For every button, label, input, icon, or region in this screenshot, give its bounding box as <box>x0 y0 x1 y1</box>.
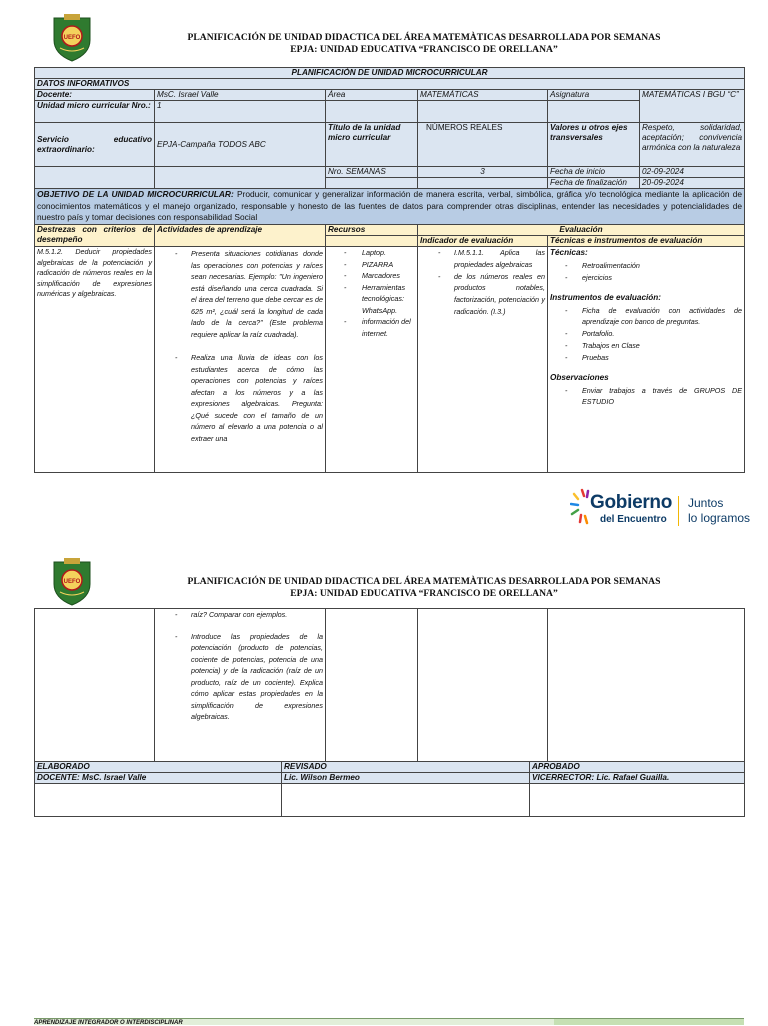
gobierno-logo <box>570 486 760 536</box>
col-evaluacion: Evaluación <box>418 225 745 236</box>
docente-value: MsC. Israel Valle <box>155 90 326 101</box>
fecha-inicio-label: Fecha de inicio <box>548 167 640 178</box>
tecnicas-label: Técnicas: <box>550 248 588 257</box>
school-logo-icon <box>50 14 94 62</box>
fecha-fin-value: 20-09-2024 <box>640 178 745 189</box>
recurso-item: - información del internet. <box>328 316 415 339</box>
encuentro-text: del Encuentro <box>600 514 667 525</box>
firma-aprobado <box>530 784 745 817</box>
semanas-value: 3 <box>418 167 548 178</box>
instrumento-item: - Pruebas <box>550 352 742 364</box>
valores-value: Respeto, solidaridad, aceptación; convivencia armónica con la naturaleza <box>640 123 745 167</box>
actividad-item: - Realiza una lluvia de ideas con los estudiantes acerca de cómo las operaciones con potencias y raíces afectan a los números y a las expresiones algebraicas. Pregunta: ¿Qué sucede con el tamaño de un número al elevarlo a una potencia o al extraer una <box>157 352 323 444</box>
actividad-item: - raíz? Comparar con ejemplos. <box>157 609 323 621</box>
instrumentos-label: Instrumentos de evaluación: <box>550 292 662 302</box>
revisado-value: Lic. Wilson Bermeo <box>282 773 530 784</box>
firma-elaborado <box>35 784 282 817</box>
actividad-item: - Introduce las propiedades de la potenciación (producto de potencias, cociente de potencias, potencia de una potencia) y de la radicación (raíz de un producto, raíz de un cociente). Explica cómo aplicar estas propiedades en la simplificación de expresiones algebraicas. <box>157 631 323 723</box>
asignatura-label: Asignatura <box>548 90 640 101</box>
planning-table-continuation <box>34 608 745 762</box>
recursos-cell <box>326 247 418 473</box>
tecnicas-cell <box>548 247 745 473</box>
fecha-fin-label: Fecha de finalización <box>548 178 640 189</box>
objetivo-text: Producir, comunicar y generalizar información de manera escrita, verbal, simbólica, gráfica y/o tecnológica mediante la aplicación de conocimientos matemáticos y el manejo organizado, responsable y honesto de las fuentes de datos para comprender otras disciplinas, entender las necesidades y potencialidades de nuestro país y tomar decisiones con responsabilidad Social <box>37 189 743 222</box>
valores-label: Valores u otros ejes transversales <box>548 123 640 167</box>
page-title-line2: EPJA: UNIDAD EDUCATIVA “FRANCISCO DE ORELLANA” <box>290 44 558 55</box>
col-tecnicas: Técnicas e instrumentos de evaluación <box>548 236 745 247</box>
objetivo-label: OBJETIVO DE LA UNIDAD MICROCURRICULAR: <box>37 189 234 199</box>
aprobado-label: APROBADO <box>530 762 745 773</box>
page-title-line2: EPJA: UNIDAD EDUCATIVA “FRANCISCO DE ORELLANA” <box>290 588 558 599</box>
datos-informativos-label: DATOS INFORMATIVOS <box>35 79 745 90</box>
recurso-item: - Marcadores <box>328 270 415 282</box>
page-header-2 <box>34 558 744 608</box>
col-actividades: Actividades de aprendizaje <box>155 225 326 247</box>
unidad-label: Unidad micro curricular Nro.: <box>35 101 155 123</box>
indicador-item: - de los números reales en productos notables, factorización, potenciación y radicación. (I.3.) <box>420 271 545 318</box>
planning-table <box>34 67 745 473</box>
tecnica-item: - ejercicios <box>550 272 742 284</box>
page-header-1 <box>34 14 744 64</box>
school-logo-icon <box>50 558 94 606</box>
svg-text:UEFO: UEFO <box>63 35 81 41</box>
instrumento-item: - Portafolio. <box>550 328 742 340</box>
semanas-label: Nro. SEMANAS <box>326 167 418 178</box>
col-destrezas: Destrezas con criterios de desempeño <box>35 225 155 247</box>
brand-divider <box>678 496 679 526</box>
actividades-cell <box>155 247 326 473</box>
recurso-item: - Laptop. <box>328 247 415 259</box>
area-value: MATEMÁTICAS <box>418 90 548 101</box>
destreza-cell: M.5.1.2. Deducir propiedades algebraicas de la potenciación y radicación de números reales en la simplificación de expresiones numéricas y algebraicas. <box>35 247 155 473</box>
revisado-label: REVISADO <box>282 762 530 773</box>
servicio-value: EPJA-Campaña TODOS ABC <box>155 123 326 167</box>
juntos-text: Juntos <box>688 496 724 510</box>
gobierno-burst-icon <box>570 488 592 530</box>
titulo-value: NÚMEROS REALES <box>418 123 548 167</box>
asignatura-value: MATEMÁTICAS I BGU “C” <box>640 90 745 123</box>
logramos-text: lo logramos <box>688 511 751 525</box>
aprobado-value: VICERRECTOR: Lic. Rafael Guailla. <box>530 773 745 784</box>
gobierno-text: Gobierno <box>590 492 673 513</box>
recurso-item: - PIZARRA <box>328 259 415 271</box>
observacion-item: - Enviar trabajos a través de GRUPOS DE ESTUDIO <box>550 385 742 409</box>
objetivo-cell <box>35 189 745 225</box>
signature-table <box>34 761 745 817</box>
docente-label: Docente: <box>35 90 155 101</box>
titulo-label: Título de la unidad micro curricular <box>326 123 418 167</box>
actividades-cont-cell <box>155 609 326 762</box>
footer-strip-text: APRENDIZAJE INTEGRADOR O INTERDISCIPLINAR <box>34 1020 183 1026</box>
instrumento-item: - Trabajos en Clase <box>550 340 742 352</box>
instrumento-item: - Ficha de evaluación con actividades de aprendizaje con banco de preguntas. <box>550 305 742 329</box>
elaborado-label: ELABORADO <box>35 762 282 773</box>
recurso-item: - Herramientas tecnológicas: WhatsApp. <box>328 282 415 317</box>
table-title: PLANIFICACIÓN DE UNIDAD MICROCURRICULAR <box>35 68 745 79</box>
col-recursos: Recursos <box>326 225 418 236</box>
observaciones-label: Observaciones <box>550 372 609 382</box>
unidad-value: 1 <box>155 101 326 123</box>
indicador-item: - I.M.5.1.1. Aplica las propiedades algebraicas <box>420 247 545 271</box>
page-title-line1: PLANIFICACIÓN DE UNIDAD DIDACTICA DEL ÁREA MATEMÀTICAS DESARROLLADA POR SEMANAS <box>187 32 661 43</box>
col-indicador: Indicador de evaluación <box>418 236 548 247</box>
svg-text:UEFO: UEFO <box>63 579 81 585</box>
page-title-line1: PLANIFICACIÓN DE UNIDAD DIDACTICA DEL ÁREA MATEMÀTICAS DESARROLLADA POR SEMANAS <box>187 576 661 587</box>
servicio-label: Servicio educativo extraordinario: <box>35 123 155 167</box>
fecha-inicio-value: 02-09-2024 <box>640 167 745 178</box>
firma-revisado <box>282 784 530 817</box>
tecnica-item: - Retroalimentación <box>550 260 742 272</box>
indicador-cell <box>418 247 548 473</box>
elaborado-value: DOCENTE: MsC. Israel Valle <box>35 773 282 784</box>
actividad-item: - Presenta situaciones cotidianas donde las operaciones con potencias y raíces sean necesarias. Ejemplo: "Un ingeniero está diseñando una cerca cuadrada. Si el área del terreno que debe cercar es de 625 m², ¿cuál será la longitud de cada lado de la cerca?" (Este problema requiere aplicar la raíz cuadrada). <box>157 248 323 340</box>
area-label: Área <box>326 90 418 101</box>
